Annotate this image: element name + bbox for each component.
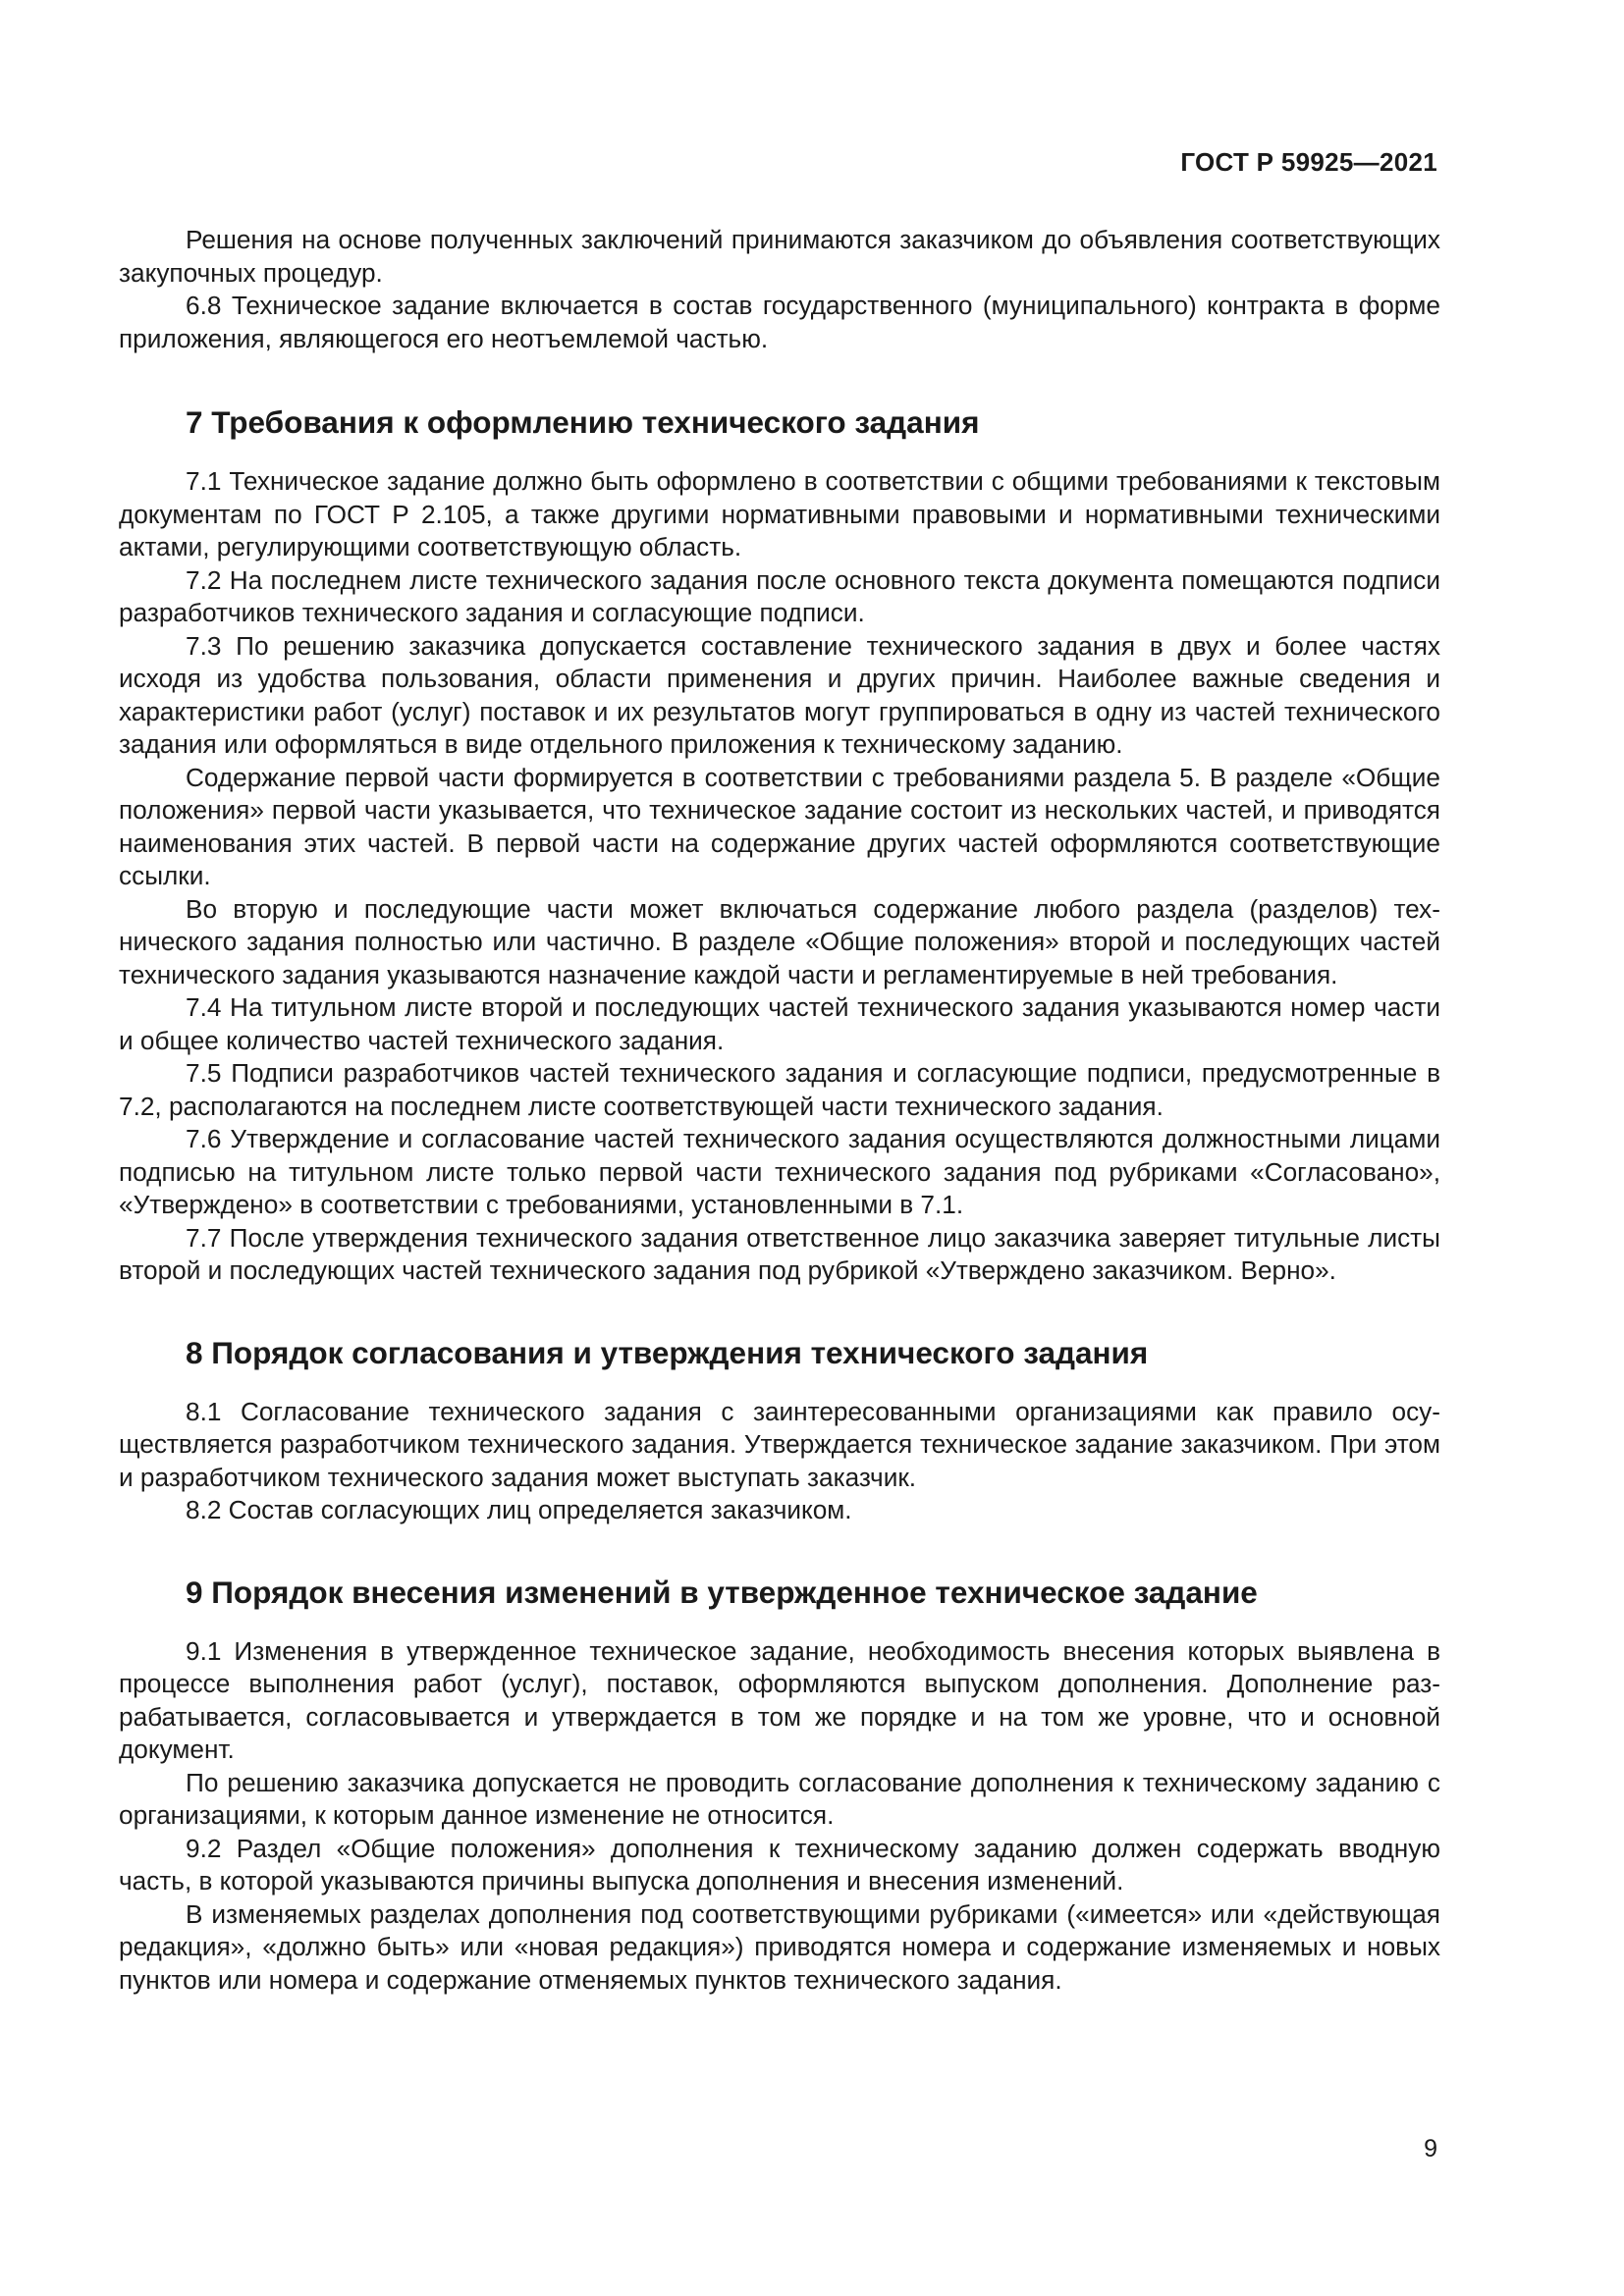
paragraph-7-6: 7.6 Утверждение и согласование частей технического задания осуществляются должностными лицами подписью на титульном листе только первой части технического задания под рубриками «Согласовано», «Утверждено» в соответствии с требованиями, установленными в 7.1. xyxy=(119,1124,1440,1219)
document-code-header: ГОСТ Р 59925—2021 xyxy=(1180,147,1437,177)
paragraph-7-2: 7.2 На последнем листе технического задания после основного текста документа помещаются подписи разработчиков технического задания и согласующие подписи. xyxy=(119,564,1440,627)
paragraph-7-1: 7.1 Техническое задание должно быть оформлено в соответствии с общими требованиями к текстовым документам по ГОСТ Р 2.105, а также другими нормативными правовыми и нормативными техническими актами, регулирующими соответствующую область. xyxy=(119,466,1440,561)
section-7-heading: 7 Требования к оформлению технического задания xyxy=(186,404,980,440)
paragraph-9-2: 9.2 Раздел «Общие положения» дополнения к техническому заданию должен содержать вводную часть, в которой указываются причины выпуска дополнения и внесения изменений. xyxy=(119,1833,1440,1896)
paragraph-9-2-changes: В изменяемых разделах дополнения под соответствующими рубриками («имеется» или «действующая редакция», «должно быть» или «новая редакция») приводятся номера и содержание изменяемых и новых пунктов или номера и содержание отменяемых пунктов технического задания. xyxy=(119,1898,1440,1995)
paragraph-6-8: 6.8 Техническое задание включается в состав государственного (муниципального) контракта в форме приложения, являющегося его неотъемлемой частью. xyxy=(119,291,1440,353)
section-9-heading: 9 Порядок внесения изменений в утвержденное техническое задание xyxy=(186,1574,1258,1610)
paragraph-7-7: 7.7 После утверждения технического задания ответственное лицо заказчика заверяет титульные листы второй и последующих частей технического задания под рубрикой «Утверждено заказчиком. Верно». xyxy=(119,1222,1440,1285)
section-8-heading: 8 Порядок согласования и утверждения технического задания xyxy=(186,1334,1149,1370)
paragraph-7-3: 7.3 По решению заказчика допускается составление технического задания в двух и более частях исходя из удобства пользования, области применения и других причин. Наиболее важные сведения и характеристики работ (услуг) поставок и их результатов могут группироваться в одну из частей технического задания или оформляться в виде отдельного приложения к техническому заданию. xyxy=(119,630,1440,759)
page-number: 9 xyxy=(1424,2135,1437,2163)
paragraph-7-3-parts: Во вторую и последующие части может включаться содержание любого раздела (разделов) технического задания полностью или частично. В разделе «Общие положения» второй и последующих частей технического задания указываются назначение каждой части и регламентируемые в ней требования. xyxy=(119,893,1440,989)
paragraph-7-3-content: Содержание первой части формируется в соответствии с требованиями раздела 5. В разделе «Общие положения» первой части указывается, что техническое задание состоит из нескольких частей, и приводятся наименования этих частей. В первой части на содержание других частей оформляются соответствующие ссылки. xyxy=(119,762,1440,890)
paragraph-9-1-approval: По решению заказчика допускается не проводить согласование дополнения к техническому заданию с организациями, к которым данное изменение не относится. xyxy=(119,1767,1440,1830)
paragraph-7-5: 7.5 Подписи разработчиков частей технического задания и согласующие подписи, предусмотренные в 7.2, располагаются на последнем листе соответствующей части технического задания. xyxy=(119,1058,1440,1121)
paragraph-intro-1: Решения на основе полученных заключений принимаются заказчиком до объявления соответствующих закупочных процедур. xyxy=(119,225,1440,288)
paragraph-8-2: 8.2 Состав согласующих лиц определяется заказчиком. xyxy=(186,1495,852,1524)
paragraph-7-4: 7.4 На титульном листе второй и последующих частей технического задания указываются номер части и общее количество частей технического задания. xyxy=(119,992,1440,1055)
paragraph-9-1: 9.1 Изменения в утвержденное техническое задание, необходимость внесения которых выявлена в процессе выполнения работ (услуг), поставок, оформляются выпуском дополнения. Дополнение разрабатывается, согласовывается и утверждается в том же порядке и на том же уровне, что и основной документ. xyxy=(119,1635,1440,1764)
paragraph-8-1: 8.1 Согласование технического задания с заинтересованными организациями как правило осуществляется разработчиком технического задания. Утверждается техническое задание заказчиком. При этом и разработчиком технического задания может выступать заказчик. xyxy=(119,1396,1440,1492)
document-body xyxy=(119,224,1440,1997)
